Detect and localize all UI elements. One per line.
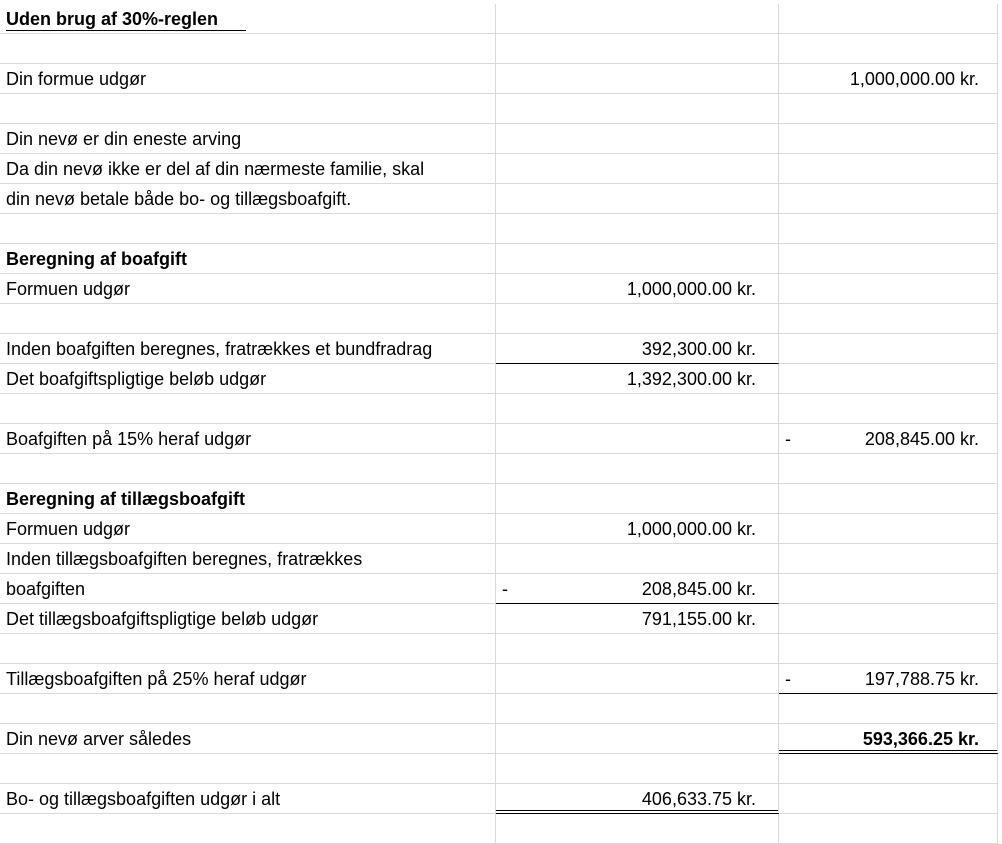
cell-b[interactable] — [496, 664, 779, 694]
cell-b[interactable] — [496, 454, 779, 484]
cell-c[interactable] — [779, 454, 998, 484]
row-arving — [0, 124, 1002, 154]
cell-c[interactable] — [779, 484, 998, 514]
t-formuen-label[interactable]: Formuen udgør — [0, 514, 496, 544]
arving-label[interactable]: Din nevø er din eneste arving — [0, 124, 496, 154]
bo-pligtig-value[interactable]: 1,392,300.00 kr. — [496, 364, 779, 394]
cell-c[interactable] — [779, 364, 998, 394]
bundfradrag-value[interactable]: 392,300.00 kr. — [496, 334, 779, 364]
boafgift-15-value: 208,845.00 kr. — [864, 429, 979, 449]
cell-c[interactable] — [779, 304, 998, 334]
cell-b[interactable] — [496, 394, 779, 424]
boafgift-15-cell[interactable] — [779, 424, 998, 454]
row-bo-pligtig — [0, 364, 1002, 394]
cell-b[interactable] — [496, 214, 779, 244]
row-boafgift-15 — [0, 424, 1002, 454]
t-25-cell[interactable] — [779, 664, 998, 694]
t-25-label[interactable]: Tillægsboafgiften på 25% heraf udgør — [0, 664, 496, 694]
cell-c[interactable] — [779, 574, 998, 604]
cell-a[interactable] — [0, 694, 496, 724]
bundfradrag-label[interactable]: Inden boafgiften beregnes, fratrækkes et bundfradrag — [0, 334, 496, 364]
cell-b[interactable] — [496, 244, 779, 274]
cell-b[interactable] — [496, 424, 779, 454]
arver-value[interactable]: 593,366.25 kr. — [779, 724, 998, 754]
minus-sign: - — [785, 429, 791, 449]
cell-a[interactable] — [0, 34, 496, 64]
bo-formuen-value[interactable]: 1,000,000.00 kr. — [496, 274, 779, 304]
cell-c[interactable] — [779, 214, 998, 244]
row-title — [0, 4, 1002, 34]
row-t-pligtig — [0, 604, 1002, 634]
row-ialt — [0, 784, 1002, 814]
t-inden2-value: 208,845.00 kr. — [641, 579, 756, 599]
row-note2 — [0, 184, 1002, 214]
ialt-value[interactable]: 406,633.75 kr. — [496, 784, 779, 814]
tillaeg-heading[interactable]: Beregning af tillægsboafgift — [0, 484, 496, 514]
cell-title[interactable] — [0, 4, 496, 34]
cell-b[interactable] — [496, 814, 779, 844]
row-boafgift-heading — [0, 244, 1002, 274]
note1-label[interactable]: Da din nevø ikke er del af din nærmeste familie, skal — [0, 154, 496, 184]
cell-c[interactable] — [779, 634, 998, 664]
cell-a[interactable] — [0, 94, 496, 124]
t-inden2-cell[interactable] — [496, 574, 779, 604]
cell-b[interactable] — [496, 694, 779, 724]
ialt-label[interactable]: Bo- og tillægsboafgiften udgør i alt — [0, 784, 496, 814]
cell-c[interactable] — [779, 544, 998, 574]
formue-value[interactable]: 1,000,000.00 kr. — [779, 64, 998, 94]
cell-c[interactable] — [779, 34, 998, 64]
row-empty — [0, 754, 1002, 784]
cell-c[interactable] — [779, 124, 998, 154]
bo-pligtig-label[interactable]: Det boafgiftspligtige beløb udgør — [0, 364, 496, 394]
cell-b[interactable] — [496, 634, 779, 664]
cell-c[interactable] — [779, 694, 998, 724]
row-bo-formuen — [0, 274, 1002, 304]
cell-a[interactable] — [0, 814, 496, 844]
row-empty — [0, 454, 1002, 484]
t-pligtig-value[interactable]: 791,155.00 kr. — [496, 604, 779, 634]
cell-a[interactable] — [0, 754, 496, 784]
row-note1 — [0, 154, 1002, 184]
cell-b[interactable] — [496, 544, 779, 574]
cell-b[interactable] — [496, 64, 779, 94]
cell-c[interactable] — [779, 754, 998, 784]
row-arver — [0, 724, 1002, 754]
cell-b[interactable] — [496, 34, 779, 64]
cell-a[interactable] — [0, 214, 496, 244]
cell-c[interactable] — [779, 94, 998, 124]
cell-c[interactable] — [779, 4, 998, 34]
cell-a[interactable] — [0, 454, 496, 484]
cell-b[interactable] — [496, 4, 779, 34]
cell-c[interactable] — [779, 784, 998, 814]
cell-b[interactable] — [496, 754, 779, 784]
row-empty — [0, 94, 1002, 124]
cell-b[interactable] — [496, 154, 779, 184]
cell-c[interactable] — [779, 154, 998, 184]
t-inden1-label[interactable]: Inden tillægsboafgiften beregnes, fratrækkes — [0, 544, 496, 574]
boafgift-15-label[interactable]: Boafgiften på 15% heraf udgør — [0, 424, 496, 454]
cell-c[interactable] — [779, 334, 998, 364]
row-empty — [0, 214, 1002, 244]
arver-label[interactable]: Din nevø arver således — [0, 724, 496, 754]
cell-b[interactable] — [496, 94, 779, 124]
formue-label[interactable]: Din formue udgør — [0, 64, 496, 94]
sheet-title: Uden brug af 30%-reglen — [6, 8, 246, 31]
note2-label[interactable]: din nevø betale både bo- og tillægsboafgift. — [0, 184, 496, 214]
t-pligtig-label[interactable]: Det tillægsboafgiftspligtige beløb udgør — [0, 604, 496, 634]
row-t-25 — [0, 664, 1002, 694]
row-empty — [0, 394, 1002, 424]
cell-b[interactable] — [496, 124, 779, 154]
row-empty — [0, 814, 1002, 844]
t-25-value: 197,788.75 kr. — [864, 669, 979, 689]
row-empty — [0, 694, 1002, 724]
row-empty — [0, 34, 1002, 64]
t-inden2-label[interactable]: boafgiften — [0, 574, 496, 604]
cell-a[interactable] — [0, 634, 496, 664]
row-t-inden1 — [0, 544, 1002, 574]
boafgift-heading[interactable]: Beregning af boafgift — [0, 244, 496, 274]
cell-b[interactable] — [496, 484, 779, 514]
cell-c[interactable] — [779, 514, 998, 544]
cell-c[interactable] — [779, 814, 998, 844]
cell-b[interactable] — [496, 724, 779, 754]
row-empty — [0, 304, 1002, 334]
cell-c[interactable] — [779, 394, 998, 424]
cell-c[interactable] — [779, 604, 998, 634]
cell-c[interactable] — [779, 274, 998, 304]
row-t-inden2 — [0, 574, 1002, 604]
row-bundfradrag — [0, 334, 1002, 364]
cell-b[interactable] — [496, 304, 779, 334]
row-tillaeg-heading — [0, 484, 1002, 514]
row-formue — [0, 64, 1002, 94]
cell-a[interactable] — [0, 304, 496, 334]
row-t-formuen — [0, 514, 1002, 544]
minus-sign: - — [502, 579, 508, 599]
t-formuen-value[interactable]: 1,000,000.00 kr. — [496, 514, 779, 544]
minus-sign: - — [785, 669, 791, 689]
row-empty — [0, 634, 1002, 664]
cell-c[interactable] — [779, 244, 998, 274]
cell-c[interactable] — [779, 184, 998, 214]
cell-b[interactable] — [496, 184, 779, 214]
bo-formuen-label[interactable]: Formuen udgør — [0, 274, 496, 304]
cell-a[interactable] — [0, 394, 496, 424]
